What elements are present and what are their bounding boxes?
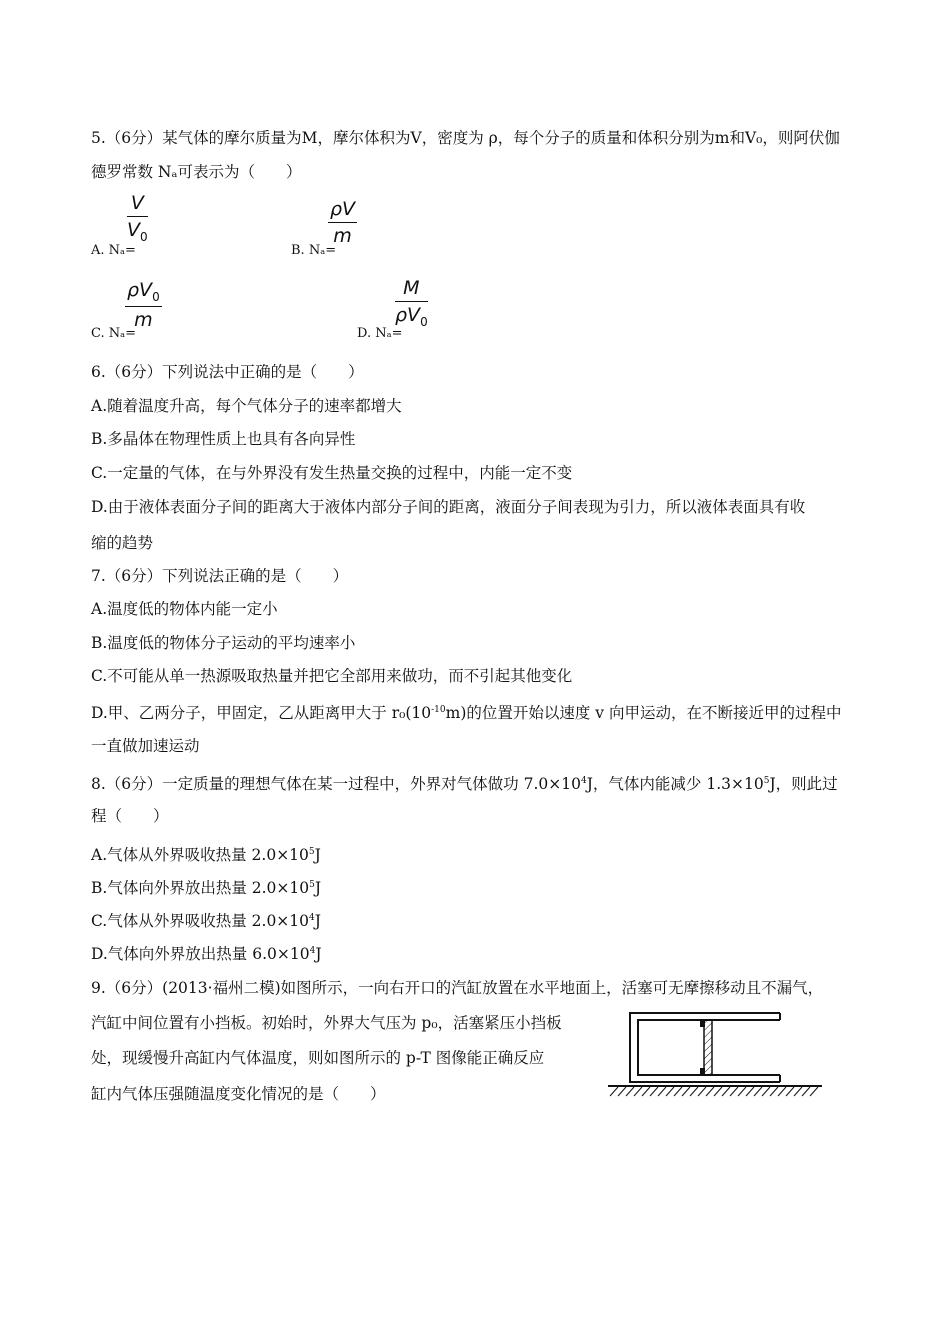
q5-option-c-fraction [125,279,162,331]
stop-block-bottom [700,1068,705,1075]
q5-option-b-fraction [328,198,357,247]
q5-option-a-numerator: V [130,192,144,214]
q8-stem-line1: 8.（6分）一定质量的理想气体在某一过程中，外界对气体做功 $7.0\times 10^4J$，气体内能减少 $1.3\times 10^5J$，则此过 [91,775,838,793]
q6-option-c: C.一定量的气体，在与外界没有发生热量交换的过程中，内能一定不变 [91,464,573,482]
q9-stem-line4: 缸内气体压强随温度变化情况的是（ ） [91,1085,386,1103]
q5-option-b-label: B. Nₐ= [291,243,337,258]
q8-stem-line2: 程（ ） [91,807,169,825]
q5-stem-line2: 德罗常数 Nₐ可表示为（ ） [91,163,302,181]
q6-stem: 6.（6分）下列说法中正确的是（ ） [91,363,364,381]
q7-option-a: A.温度低的物体内能一定小 [91,600,278,618]
q9-stem-line2: 汽缸中间位置有小挡板。初始时，外界大气压为 p₀，活塞紧压小挡板 [91,1014,562,1032]
q7-option-d-line2: 一直做加速运动 [91,737,200,755]
q8-option-a: A.气体从外界吸收热量 $2.0\times 10^5J$ [91,846,321,864]
piston [704,1020,712,1075]
q6-option-d-line2: 缩的趋势 [91,534,154,552]
q5-option-d-denominator: $\rho V_0$ [395,304,428,329]
q9-stem-line1: 9.（6分）(2013·福州二模)如图所示，一向右开口的汽缸放置在水平地面上，活塞可无摩擦移动且不漏气， [91,979,824,997]
q5-option-c-denominator: m [134,309,153,331]
q8-option-b: B.气体向外界放出热量 $2.0\times 10^5J$ [91,879,322,897]
q5-option-b-denominator: m [333,225,352,247]
q5-stem-line1: 5.（6分）某气体的摩尔质量为M，摩尔体积为V，密度为 ρ，每个分子的质量和体积分别为m和V₀，则阿伏伽 [91,129,840,147]
stop-block-top [700,1020,705,1027]
q5-option-d-label: D. Nₐ= [357,326,403,341]
q7-option-c: C.不可能从单一热源吸取热量并把它全部用来做功，而不引起其他变化 [91,667,573,685]
q8-option-d: D.气体向外界放出热量 $6.0\times 10^4J$ [91,945,322,963]
q8-option-c: C.气体从外界吸收热量 $2.0\times 10^4J$ [91,912,321,930]
q5-option-d-numerator: M [403,277,420,299]
q5-option-b-numerator: ρV [330,198,356,220]
ground-hatching [610,1087,818,1096]
q6-option-d-line1: D.由于液体表面分子间的距离大于液体内部分子间的距离，液面分子间表现为引力，所以液体表面具有收 [91,498,806,516]
q7-stem: 7.（6分）下列说法正确的是（ ） [91,567,349,585]
cylinder-piston-figure [600,1000,830,1110]
q5-option-d-fraction [395,277,428,329]
q7-option-d-line1: D.甲、乙两分子，甲固定，乙从距离甲大于 $r_0(10^{-10}m)$的位置开始以速度 v 向甲运动，在不断接近甲的过程中 [91,704,842,722]
q6-option-a: A.随着温度升高，每个气体分子的速率都增大 [91,397,402,415]
q9-stem-line3: 处，现缓慢升高缸内气体温度，则如图所示的 p-T 图像能正确反应 [91,1049,545,1067]
q5-option-a-label: A. Nₐ= [91,243,136,258]
q5-option-c-label: C. Nₐ= [91,326,137,341]
q6-option-b: B.多晶体在物理性质上也具有各向异性 [91,430,356,448]
q7-option-b: B.温度低的物体分子运动的平均速率小 [91,634,356,652]
q5-option-a-fraction [127,192,148,244]
q5-option-c-numerator: $\rho V_0$ [127,279,160,304]
q5-option-a-denominator: $V_0$ [127,219,148,244]
